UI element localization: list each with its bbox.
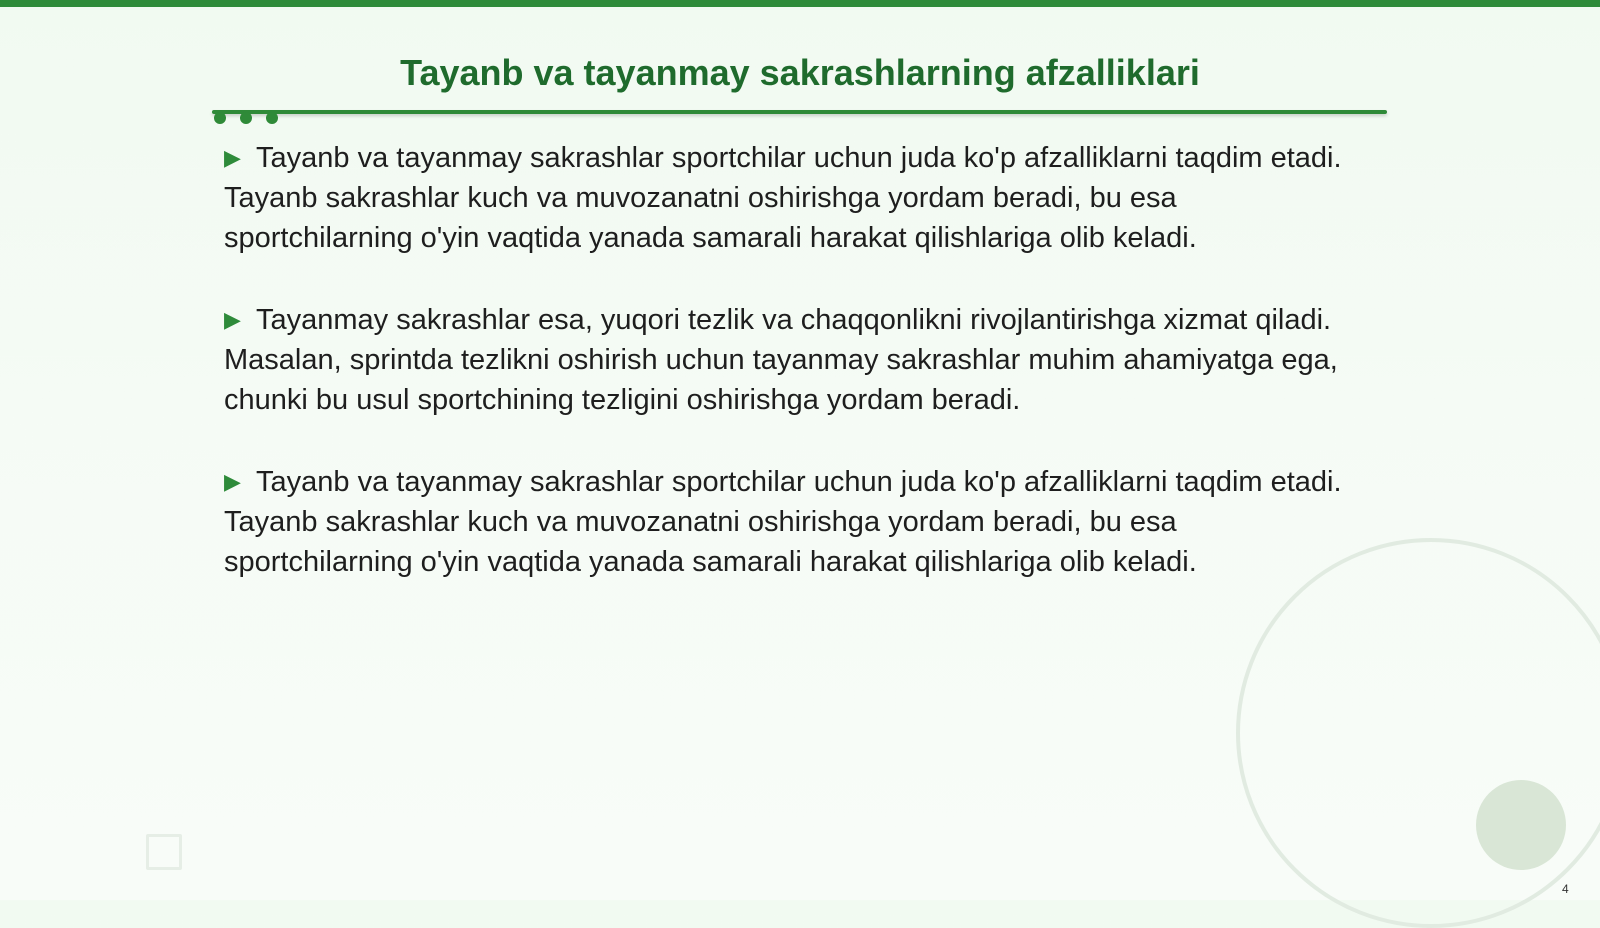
triangle-bullet-icon: ▶ [224, 307, 241, 332]
bullet-paragraph-1 [224, 138, 1344, 258]
bullet-paragraph-2 [224, 300, 1344, 420]
triangle-bullet-icon: ▶ [224, 145, 241, 170]
paragraph-text: Tayanmay sakrashlar esa, yuqori tezlik va chaqqonlikni rivojlantirishga xizmat qiladi. Masalan, sprintda tezlikni oshirish uchun tayanmay sakrashlar muhim ahamiyatga ega, chunki bu usul sportchining tezligini oshirishga yordam beradi. [224, 304, 1338, 416]
bullet-paragraph-3 [224, 462, 1344, 582]
decorative-square [146, 834, 182, 870]
triangle-bullet-icon: ▶ [224, 469, 241, 494]
decorative-dot [214, 112, 226, 124]
decorative-dot [240, 112, 252, 124]
paragraph-text: Tayanb va tayanmay sakrashlar sportchilar uchun juda ko'p afzalliklarni taqdim etadi. Tayanb sakrashlar kuch va muvozanatni oshirishga yordam beradi, bu esa sportchilarning o'yin vaqtida yanada samarali harakat qilishlariga olib keladi. [224, 466, 1342, 578]
paragraph-text: Tayanb va tayanmay sakrashlar sportchilar uchun juda ko'p afzalliklarni taqdim etadi. Tayanb sakrashlar kuch va muvozanatni oshirishga yordam beradi, bu esa sportchilarning o'yin vaqtida yanada samarali harakat qilishlariga olib keladi. [224, 142, 1342, 254]
decorative-ring [1236, 538, 1600, 928]
page-number: 4 [1562, 882, 1569, 896]
slide-body [224, 138, 1344, 624]
top-accent-bar [0, 0, 1600, 7]
title-underline [212, 110, 1387, 114]
decorative-dot [266, 112, 278, 124]
decorative-circle [1476, 780, 1566, 870]
slide-title: Tayanb va tayanmay sakrashlarning afzalliklari [400, 52, 1200, 93]
